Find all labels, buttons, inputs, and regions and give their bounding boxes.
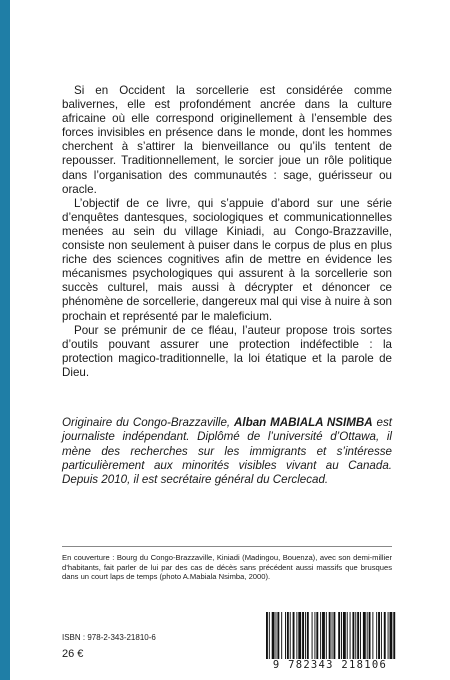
blurb-paragraph-2: L’objectif de ce livre, qui s’appuie d’abord sur une série d’enquêtes dantesques, sociologiques et communicationnelles menées au sein du village Kiniadi, au Congo-Brazzaville, consiste non seulement à puiser dans le corpus de plus en plus riche des sciences cognitives afin de mettre en évidence les mécanismes psychologiques qui assurent à la sorcellerie son succès culturel, mais aussi à décrypter et dénoncer ce phénomène de sorcellerie, dangereux mal qui vise à nuire à son prochain et représenté par le maleficium. (62, 196, 392, 323)
barcode-graphic (262, 612, 398, 660)
barcode-bar (287, 612, 289, 660)
barcode-bar (269, 612, 270, 660)
barcode-bar (338, 612, 340, 660)
barcode-bar (290, 612, 291, 660)
barcode-bar (316, 612, 318, 660)
spine-accent-bar (0, 0, 10, 680)
barcode-bar (390, 612, 393, 660)
barcode-bar (305, 612, 306, 660)
barcode-bar (276, 612, 277, 660)
barcode-digits: 9 782343 218106 (262, 659, 398, 671)
blurb-paragraph-1: Si en Occident la sorcellerie est considérée comme balivernes, elle est profondément ancrée dans la culture africaine où elle correspond originellement à l’ensemble des forces invisibles en présence dans le monde, dont les hommes cherchent à s’attirer la bienveillance ou qu’ils tentent de repousser. Traditionnellement, le sorcier joue un rôle politique dans l’organisation des communautés : sage, guérisseur ou oracle. (62, 84, 392, 196)
barcode-bar (350, 612, 351, 660)
barcode-bar (343, 612, 346, 660)
barcode-bar (381, 612, 382, 660)
bio-prefix: Originaire du Congo-Brazzaville, (62, 416, 231, 429)
barcode-bar (293, 612, 295, 660)
barcode-bar (372, 612, 373, 660)
barcode-bar (332, 612, 333, 660)
barcode-bar (388, 612, 389, 660)
barcode-bar (314, 612, 315, 660)
cover-photo-credit: En couverture : Bourg du Congo-Brazzaville, Kiniadi (Madingou, Bouenza), avec son demi-millier d’habitants, fait parler de lui par des cas de décès sans précédent aussi massifs que brusques dans un court laps de temps (photo A.Mabiala Nsimba, 2000). (62, 553, 392, 581)
barcode-bar (277, 612, 279, 660)
bio-text: est journaliste indépendant. Diplômé de l’université d’Ottawa, il mène des recherches sur les immigrants et s’intéresse particulièrement aux minorités visibles vivant au Canada. Depuis 2010, il est secrétaire général du Cerclecad. (62, 416, 392, 487)
divider (62, 546, 392, 547)
barcode-bar (272, 612, 275, 660)
blurb-paragraph-3: Pour se prémunir de ce fléau, l’auteur propose trois sortes d’outils pouvant assurer une protection indéfectible : la protection magico-traditionnelle, la loi étatique et la parole de Dieu. (62, 323, 392, 379)
barcode-bar (376, 612, 377, 660)
barcode-bar (322, 612, 325, 660)
isbn-label: ISBN : 978-2-343-21810-6 (62, 633, 156, 642)
author-name: Alban MABIALA NSIMBA (234, 416, 373, 429)
barcode-bar (281, 612, 282, 660)
barcode-bar (393, 612, 395, 660)
barcode-bar (357, 612, 359, 660)
barcode-bar (367, 612, 368, 660)
barcode-bar (329, 612, 331, 660)
barcode-bar (384, 612, 386, 660)
barcode-bar (298, 612, 301, 660)
barcode-bar (333, 612, 335, 660)
barcode-bar (266, 612, 268, 660)
barcode-bar (285, 612, 286, 660)
back-cover-blurb (62, 84, 392, 380)
author-biography (62, 416, 392, 487)
barcode-bar (312, 612, 313, 660)
barcode-bar (320, 612, 321, 660)
barcode-bar (341, 612, 342, 660)
barcode-bar (360, 612, 361, 660)
barcode-bar (302, 612, 304, 660)
barcode-bar (378, 612, 380, 660)
barcode-bar (352, 612, 354, 660)
barcode-bar (296, 612, 297, 660)
barcode-bar (347, 612, 348, 660)
barcode-bar (363, 612, 366, 660)
barcode-bar (369, 612, 371, 660)
barcode-bar (326, 612, 327, 660)
barcode-bar (307, 612, 309, 660)
price-label: 26 € (62, 648, 84, 660)
barcode-bar (355, 612, 356, 660)
